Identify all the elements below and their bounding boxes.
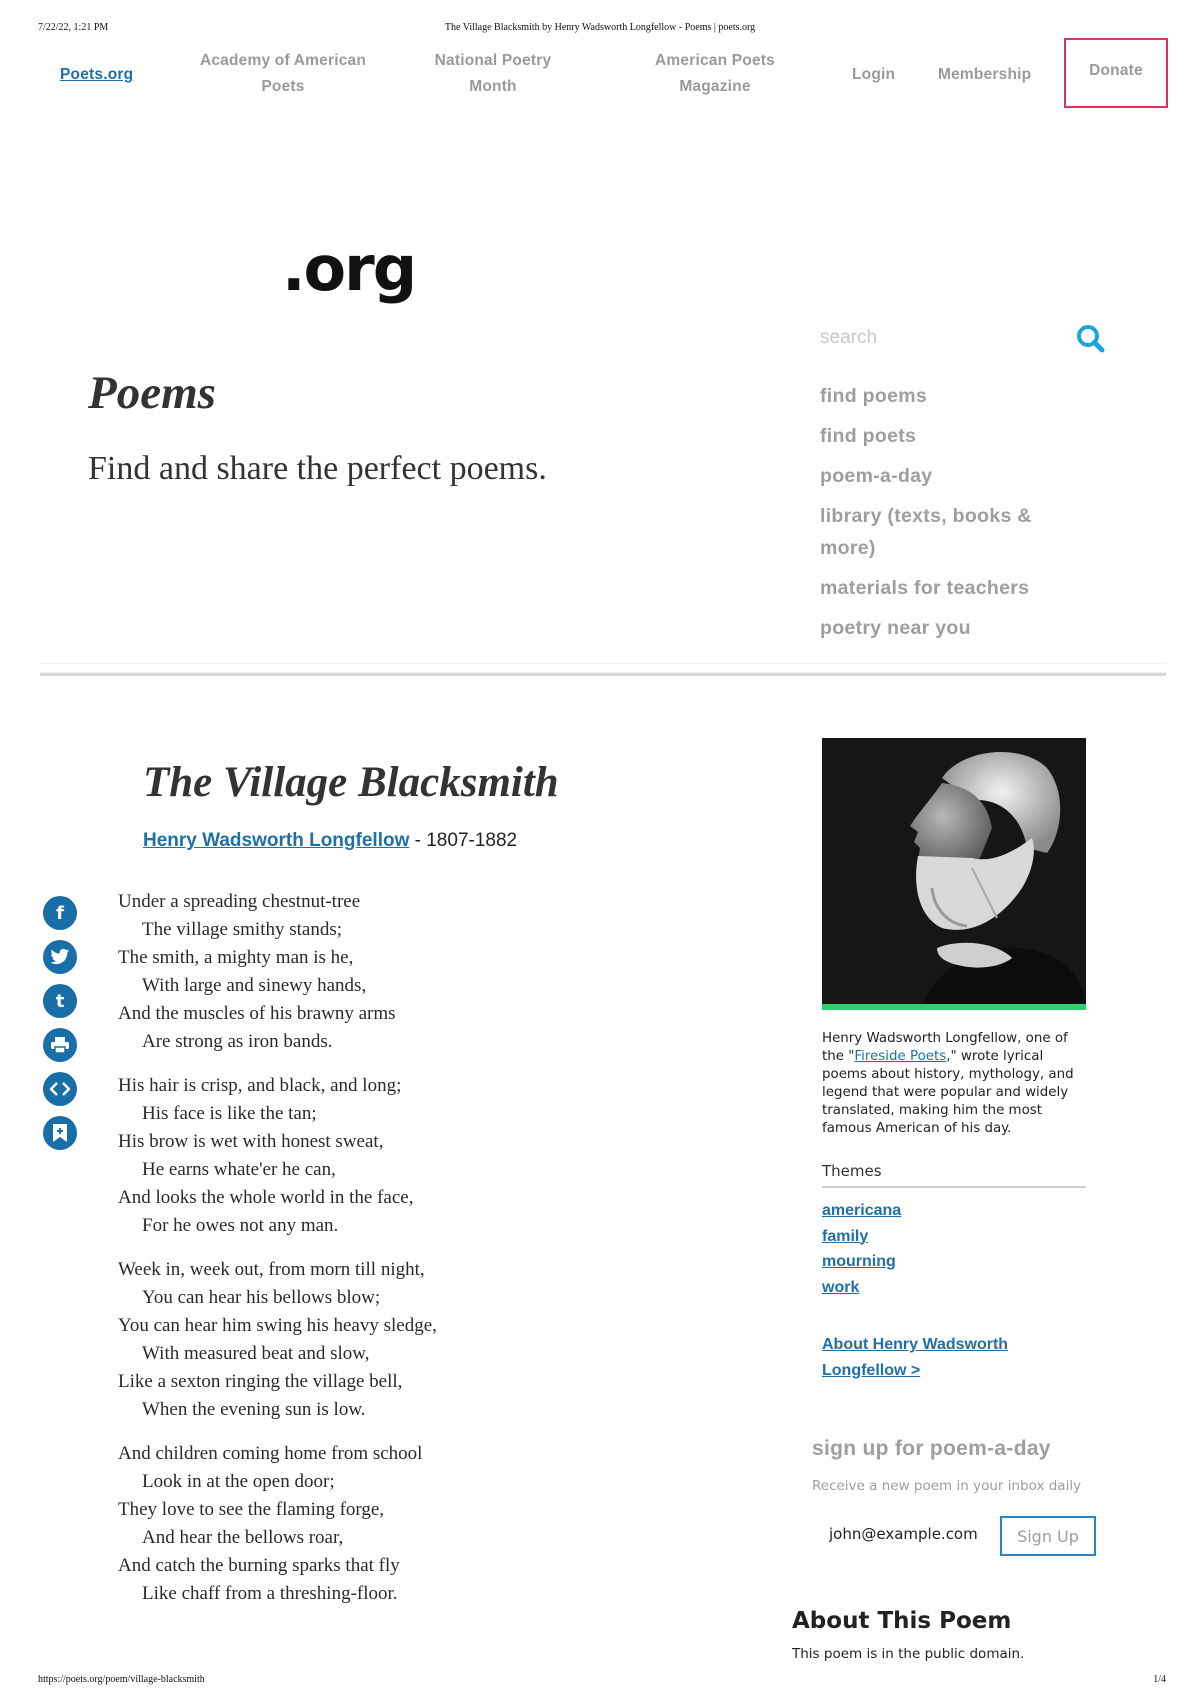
poem-line: Under a spreading chestnut-tree — [118, 891, 361, 912]
poem-line: The village smithy stands; — [142, 919, 343, 940]
signup-title: sign up for poem-a-day — [812, 1437, 1051, 1460]
poem-line: Look in at the open door; — [142, 1471, 335, 1492]
embed-icon[interactable] — [43, 1072, 77, 1106]
side-nav-teachers[interactable]: materials for teachers — [820, 577, 1030, 599]
poem-line: They love to see the flaming forge, — [118, 1499, 385, 1520]
print-url: https://poets.org/poem/village-blacksmith — [38, 1674, 205, 1685]
poem-line: With large and sinewy hands, — [142, 975, 367, 996]
print-glyph — [50, 1036, 70, 1054]
bookmark-icon[interactable] — [43, 1116, 77, 1150]
print-icon[interactable] — [43, 1028, 77, 1062]
poem-line: And the muscles of his brawny arms — [118, 1003, 396, 1024]
poem-line: And looks the whole world in the face, — [118, 1187, 414, 1208]
nav-academy-link[interactable]: Academy of American Poets — [199, 52, 367, 95]
poem-body — [118, 888, 437, 1624]
side-nav — [820, 380, 1080, 652]
nav-home-link[interactable]: Poets.org — [60, 66, 134, 83]
tumblr-icon[interactable] — [43, 984, 77, 1018]
about-author-link[interactable]: About Henry Wadsworth Longfellow > — [822, 1336, 1009, 1379]
side-nav-poetry-near-you[interactable]: poetry near you — [820, 617, 971, 639]
poem-title: The Village Blacksmith — [143, 759, 559, 806]
poem-line: You can hear him swing his heavy sledge, — [118, 1315, 437, 1336]
signup-email-field[interactable] — [815, 1516, 985, 1552]
poem-line: He earns whate'er he can, — [142, 1159, 336, 1180]
poem-line: The smith, a mighty man is he, — [118, 947, 354, 968]
poem-line: For he owes not any man. — [142, 1215, 339, 1236]
print-page-number: 1/4 — [1153, 1674, 1166, 1685]
poem-line: And children coming home from school — [118, 1443, 423, 1464]
poem-line: Week in, week out, from morn till night, — [118, 1259, 425, 1280]
donate-button[interactable]: Donate — [1064, 38, 1168, 108]
poem-line: And catch the burning sparks that fly — [118, 1555, 400, 1576]
author-bio — [822, 1030, 1086, 1138]
signup-button[interactable]: Sign Up — [1000, 1516, 1096, 1556]
poem-line: Are strong as iron bands. — [142, 1031, 333, 1052]
top-nav — [40, 38, 1168, 110]
search-input[interactable] — [820, 322, 1060, 354]
side-nav-poem-a-day[interactable]: poem-a-day — [820, 465, 933, 487]
tumblr-glyph: t — [55, 990, 65, 1012]
print-date: 7/22/22, 1:21 PM — [38, 22, 109, 33]
stanza — [118, 1072, 437, 1240]
author-link[interactable]: Henry Wadsworth Longfellow — [143, 830, 410, 851]
bio-text-end: ," wrote lyrical poems about history, mythology, and legend that were popular and widely translated, making him the most famous American of his day. — [822, 1049, 1074, 1136]
themes-heading: Themes — [822, 1162, 1086, 1188]
portrait-accent-bar — [822, 1004, 1086, 1010]
facebook-icon[interactable] — [43, 896, 77, 930]
search-bar — [820, 322, 1105, 358]
facebook-glyph: f — [56, 902, 64, 924]
page-title: Poems — [88, 367, 216, 419]
signup-subtitle: Receive a new poem in your inbox daily — [812, 1478, 1082, 1494]
author-portrait — [822, 738, 1086, 1010]
twitter-glyph — [50, 948, 70, 966]
stanza — [118, 1440, 437, 1608]
poem-line: Like chaff from a threshing-floor. — [142, 1583, 398, 1604]
site-logo[interactable]: .org — [282, 232, 416, 305]
page-subtitle: Find and share the perfect poems. — [88, 450, 547, 487]
poem-line: You can hear his bellows blow; — [142, 1287, 381, 1308]
poem-line: When the evening sun is low. — [142, 1399, 366, 1420]
section-divider — [40, 673, 1166, 676]
fireside-poets-link[interactable]: Fireside Poets — [854, 1049, 947, 1064]
poem-line: His brow is wet with honest sweat, — [118, 1131, 384, 1152]
nav-login-link[interactable]: Login — [852, 66, 896, 83]
print-title: The Village Blacksmith by Henry Wadsworth Longfellow - Poems | poets.org — [444, 22, 756, 33]
poem-line: His face is like the tan; — [142, 1103, 317, 1124]
bio-text-start: Henry Wadsworth Longfellow, one of the " — [822, 1031, 1068, 1064]
theme-link-mourning[interactable]: mourning — [822, 1253, 896, 1270]
about-poem-text: This poem is in the public domain. — [792, 1646, 1025, 1662]
bookmark-glyph — [51, 1123, 69, 1143]
portrait-image — [822, 738, 1086, 1010]
side-nav-find-poems[interactable]: find poems — [820, 385, 928, 407]
side-nav-library[interactable]: library (texts, books & more) — [820, 505, 1032, 559]
search-icon[interactable] — [1076, 324, 1106, 354]
poem-line: His hair is crisp, and black, and long; — [118, 1075, 402, 1096]
theme-link-family[interactable]: family — [822, 1227, 869, 1245]
themes-list — [822, 1198, 901, 1300]
theme-link-americana[interactable]: americana — [822, 1202, 902, 1219]
nav-membership-link[interactable]: Membership — [938, 66, 1032, 83]
side-nav-find-poets[interactable]: find poets — [820, 425, 917, 447]
poem-byline — [143, 830, 517, 852]
about-poem-heading: About This Poem — [792, 1608, 1012, 1634]
poem-line: Like a sexton ringing the village bell, — [118, 1371, 403, 1392]
nav-magazine-link[interactable]: American Poets Magazine — [655, 52, 775, 95]
stanza — [118, 1256, 437, 1424]
author-dates: - 1807-1882 — [409, 830, 518, 851]
nav-national-poetry-month-link[interactable]: National Poetry Month — [434, 52, 552, 95]
poem-line: With measured beat and slow, — [142, 1343, 370, 1364]
poem-line: And hear the bellows roar, — [142, 1527, 344, 1548]
theme-link-work[interactable]: work — [822, 1278, 860, 1296]
embed-glyph — [50, 1081, 70, 1097]
divider-faint — [40, 663, 1166, 664]
stanza — [118, 888, 437, 1056]
twitter-icon[interactable] — [43, 940, 77, 974]
